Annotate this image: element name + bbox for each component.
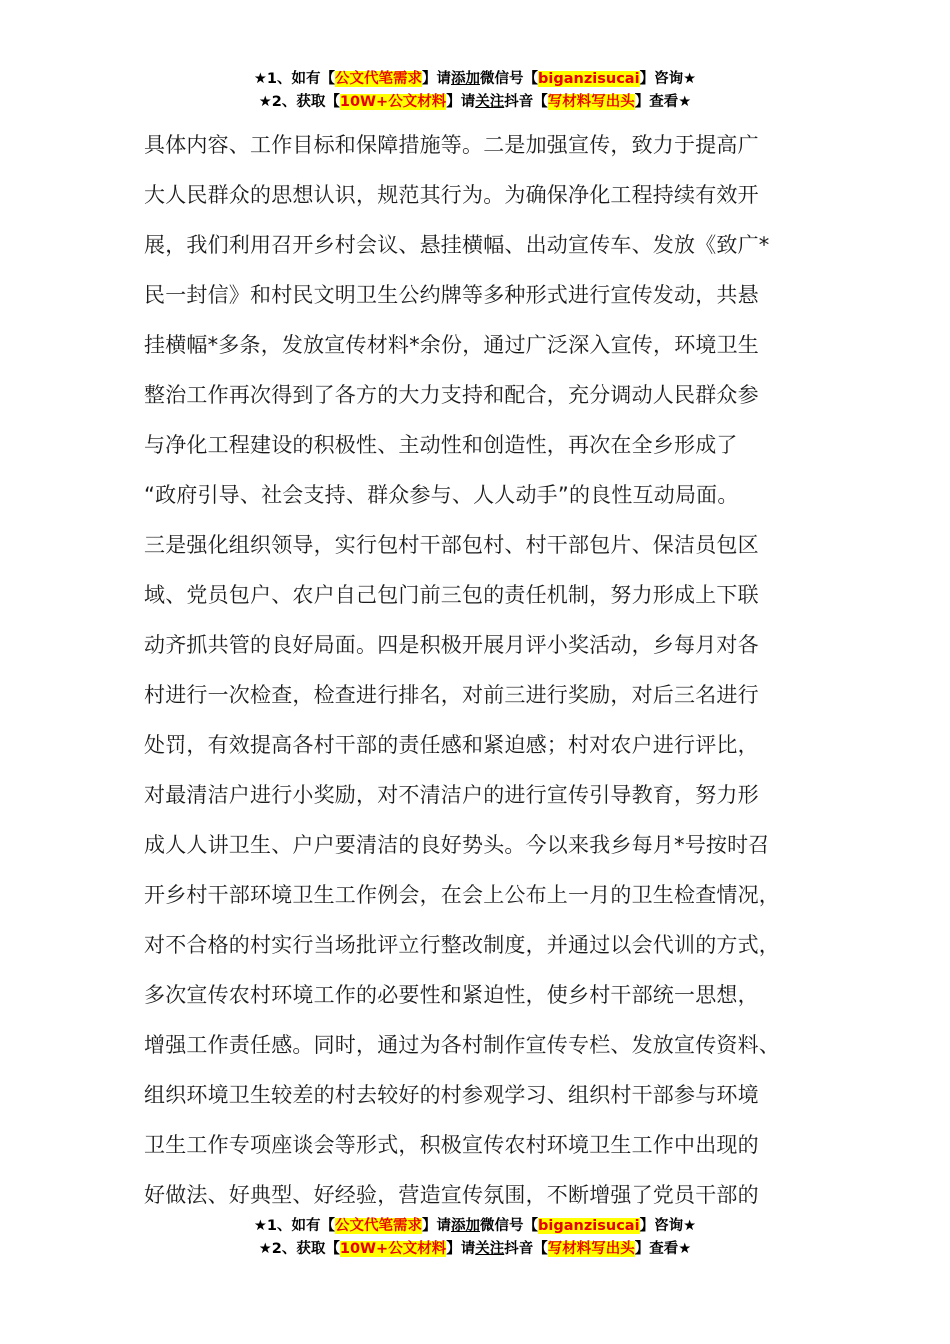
banner-line-2: ★2、获取【10W+公文材料】请关注抖音【写材料写出头】查看★ [258, 94, 692, 110]
text-line: 具体内容、工作目标和保障措施等。二是加强宣传，致力于提高广 [144, 133, 759, 157]
highlight-materials: 10W+公文材料 [339, 94, 447, 110]
star-icon: ★ [678, 94, 692, 110]
text-line: 与净化工程建设的积极性、主动性和创造性，再次在全乡形成了 [144, 433, 738, 457]
text-line: 展，我们利用召开乡村会议、悬挂横幅、出动宣传车、发放《致广* [144, 233, 770, 257]
star-icon: ★ [253, 71, 267, 87]
highlight-douyin-account: 写材料写出头 [547, 1241, 635, 1257]
text-line: 对不合格的村实行当场批评立行整改制度，并通过以会代训的方式， [144, 933, 780, 957]
highlight-wechat-id: biganzisucai [538, 1218, 640, 1234]
text-line: “政府引导、社会支持、群众参与、人人动手”的良性互动局面。 [144, 483, 739, 507]
document-body [144, 120, 824, 1220]
highlight-materials: 10W+公文材料 [339, 1241, 447, 1257]
top-banner [0, 68, 950, 114]
text-line: 大人民群众的思想认识，规范其行为。为确保净化工程持续有效开 [144, 183, 759, 207]
highlight-service: 公文代笔需求 [335, 1218, 423, 1234]
star-icon: ★ [683, 1218, 697, 1234]
highlight-wechat-id: biganzisucai [538, 71, 640, 87]
star-icon: ★ [678, 1241, 692, 1257]
text-line: 多次宣传农村环境工作的必要性和紧迫性，使乡村干部统一思想， [144, 983, 759, 1007]
highlight-service: 公文代笔需求 [335, 71, 423, 87]
highlight-douyin-account: 写材料写出头 [547, 94, 635, 110]
text-line: 动齐抓共管的良好局面。四是积极开展月评小奖活动，乡每月对各 [144, 633, 759, 657]
text-line: 民一封信》和村民文明卫生公约牌等多种形式进行宣传发动，共悬 [144, 283, 759, 307]
text-line: 域、党员包户、农户自己包门前三包的责任机制，努力形成上下联 [144, 583, 759, 607]
banner-line-2: ★2、获取【10W+公文材料】请关注抖音【写材料写出头】查看★ [258, 1241, 692, 1257]
banner-line-1: ★1、如有【公文代笔需求】请添加微信号【biganzisucai】咨询★ [253, 71, 697, 87]
star-icon: ★ [258, 94, 272, 110]
text-line: 增强工作责任感。同时，通过为各村制作宣传专栏、发放宣传资料、 [144, 1033, 780, 1057]
banner-line-1: ★1、如有【公文代笔需求】请添加微信号【biganzisucai】咨询★ [253, 1218, 697, 1234]
star-icon: ★ [258, 1241, 272, 1257]
bottom-banner [0, 1215, 950, 1261]
text-line: 村进行一次检查，检查进行排名，对前三进行奖励，对后三名进行 [144, 683, 759, 707]
text-line: 处罚，有效提高各村干部的责任感和紧迫感；村对农户进行评比， [144, 733, 759, 757]
text-line: 好做法、好典型、好经验，营造宣传氛围，不断增强了党员干部的 [144, 1183, 759, 1207]
text-line: 对最清洁户进行小奖励，对不清洁户的进行宣传引导教育，努力形 [144, 783, 759, 807]
star-icon: ★ [253, 1218, 267, 1234]
star-icon: ★ [683, 71, 697, 87]
text-line: 开乡村干部环境卫生工作例会，在会上公布上一月的卫生检查情况， [144, 883, 780, 907]
text-line: 整治工作再次得到了各方的大力支持和配合，充分调动人民群众参 [144, 383, 759, 407]
text-line: 组织环境卫生较差的村去较好的村参观学习、组织村干部参与环境 [144, 1083, 759, 1107]
text-line: 三是强化组织领导，实行包村干部包村、村干部包片、保洁员包区 [144, 533, 759, 557]
text-line: 挂横幅*多条，发放宣传材料*余份，通过广泛深入宣传，环境卫生 [144, 333, 759, 357]
text-line: 成人人讲卫生、户户要清洁的良好势头。今以来我乡每月*号按时召 [144, 833, 770, 857]
text-line: 卫生工作专项座谈会等形式，积极宣传农村环境卫生工作中出现的 [144, 1133, 759, 1157]
